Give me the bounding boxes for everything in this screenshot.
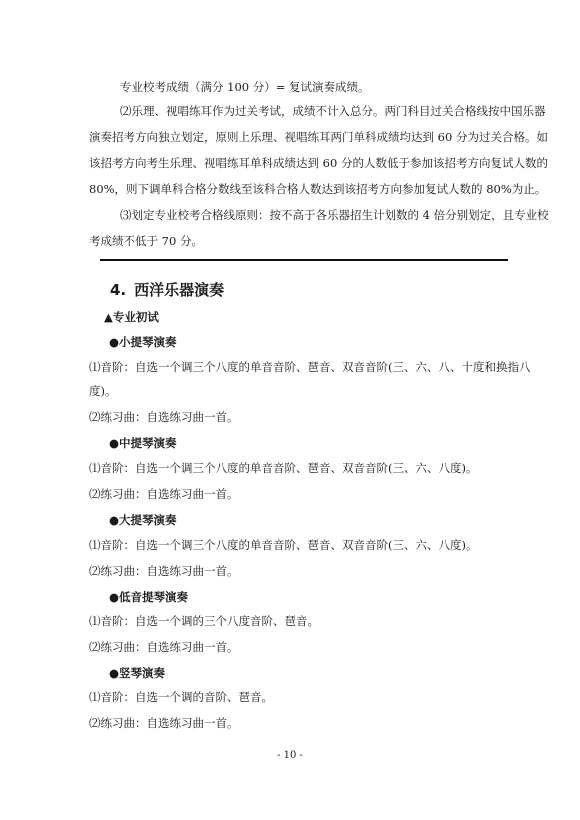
section-number: 4. bbox=[110, 281, 127, 299]
section-divider bbox=[100, 259, 508, 261]
viola-scale-line: ⑴音阶：自选一个调三个八度的单音音阶、琶音、双音音阶(三、六、八度)。 bbox=[89, 461, 478, 475]
violin-scale-line-cont: 度)。 bbox=[89, 384, 117, 398]
paragraph-2-line-2: 演奏招考方向独立划定，原则上乐理、视唱练耳两门单科成绩均达到 60 分为过关合格。如 bbox=[89, 130, 548, 144]
item-heading-cello: ●大提琴演奏 bbox=[109, 513, 177, 527]
page-number: - 10 - bbox=[277, 750, 303, 761]
item-heading-double-bass: ●低音提琴演奏 bbox=[109, 590, 189, 604]
paragraph-3-line-1: ⑶划定专业校考合格线原则：按不高于各乐器招生计划数的 4 倍分别划定，且专业校 bbox=[120, 208, 549, 222]
paragraph-3-line-2: 考成绩不低于 70 分。 bbox=[89, 234, 203, 248]
paragraph-2-line-1: ⑵乐理、视唱练耳作为过关考试，成绩不计入总分。两门科目过关合格线按中国乐器 bbox=[120, 104, 546, 118]
item-heading-violin: ●小提琴演奏 bbox=[109, 335, 177, 349]
paragraph-2-line-3: 该招考方向考生乐理、视唱练耳单科成绩达到 60 分的人数低于参加该招考方向复试人数的 bbox=[89, 156, 548, 170]
viola-etude-line: ⑵练习曲：自选练习曲一首。 bbox=[89, 487, 239, 501]
item-heading-viola: ●中提琴演奏 bbox=[109, 436, 177, 450]
violin-scale-line: ⑴音阶：自选一个调三个八度的单音音阶、琶音、双音音阶(三、六、八、十度和换指八 bbox=[89, 360, 531, 374]
harp-scale-line: ⑴音阶：自选一个调的音阶、琶音。 bbox=[89, 690, 273, 704]
score-formula-line: 专业校考成绩（满分 100 分）= 复试演奏成绩。 bbox=[120, 80, 370, 94]
subheading-prelim-exam: ▲专业初试 bbox=[104, 310, 159, 324]
double-bass-etude-line: ⑵练习曲：自选练习曲一首。 bbox=[89, 640, 239, 654]
section-heading bbox=[110, 279, 224, 300]
item-heading-harp: ●竖琴演奏 bbox=[109, 666, 166, 680]
paragraph-2-line-4: 80%，则下调单科合格分数线至该科合格人数达到该招考方向参加复试人数的 80%为止。 bbox=[89, 182, 547, 196]
harp-etude-line: ⑵练习曲：自选练习曲一首。 bbox=[89, 716, 239, 730]
cello-scale-line: ⑴音阶：自选一个调三个八度的单音音阶、琶音、双音音阶(三、六、八度)。 bbox=[89, 538, 478, 552]
section-title: 西洋乐器演奏 bbox=[134, 281, 225, 299]
violin-etude-line: ⑵练习曲：自选练习曲一首。 bbox=[89, 410, 239, 424]
double-bass-scale-line: ⑴音阶：自选一个调的三个八度音阶、琶音。 bbox=[89, 614, 319, 628]
cello-etude-line: ⑵练习曲：自选练习曲一首。 bbox=[89, 564, 239, 578]
